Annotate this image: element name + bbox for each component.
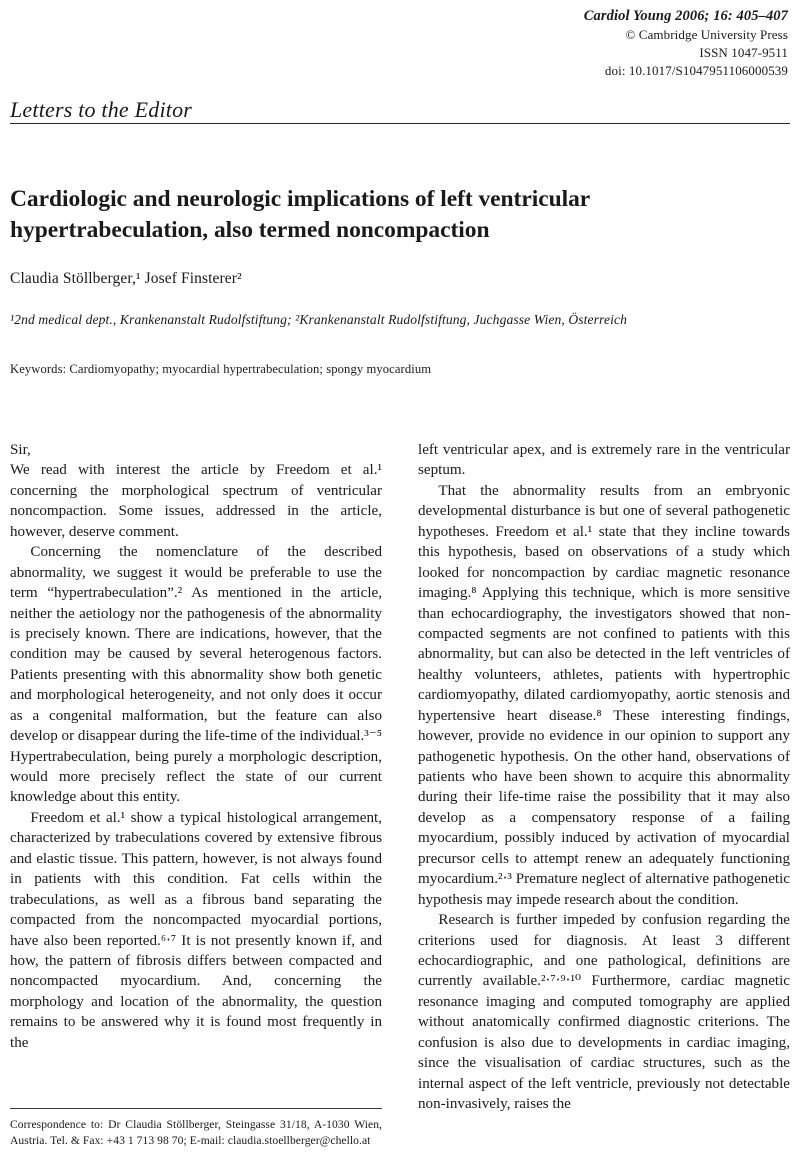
footnote-rule: [10, 1108, 382, 1109]
body-paragraph: Research is further impeded by confusion regarding the criterions used for diagnosis. At least 3 different echocardiographic, and one pathological, definitions are currently available.²‧⁷‧⁹‧¹⁰ Furthermore, cardiac magnetic resonance imaging and computed tomography are applied without anatomically confirmed diagnostic criterions. The confusion is also due to developments in cardiac imaging, since the visualisation of cardiac structures, such as the internal aspect of the left ventricle, previously not detectable non-invasively, raises the: [418, 912, 790, 1112]
section-heading: [10, 98, 790, 124]
correspondence-text: Correspondence to: Dr Claudia Stöllberger, Steingasse 31/18, A-1030 Wien, Austria. Tel. & Fax: +43 1 713 98 70; E-mail: claudia.stoellberger@chello.at: [10, 1118, 382, 1148]
journal-reference: Cardiol Young 2006; 16: 405–407: [583, 8, 788, 24]
author-list: Claudia Stöllberger,¹ Josef Finsterer²: [10, 270, 242, 287]
body-paragraph: That the abnormality results from an embryonic developmental disturbance is but one of several pathogenetic hypotheses. Freedom et al.¹ state that they incline towards this hypothesis, based on observations of a study which looked for noncompaction by cardiac magnetic resonance imaging.⁸ Applying this technique, which is more sensitive than echocardiography, the investigators showed that non-compacted segments are not confined to patients with this abnormality, but can also be detected in the left ventricles of healthy volunteers, athletes, patients with hypertrophic cardiomyopathy, dilated cardiomyopathy, aortic stenosis and hypertensive heart disease.⁸ These interesting findings, however, provide no evidence in our opinion to support any pathogenetic hypothesis. On the other hand, observations of patients who have been shown to acquire this abnormality during their life-time raise the possibility that it may also develop as a compensatory response of a failing myocardium, possibly induced by activation of myocardial precursor cells to attempt renew an adequately functioning myocardium.²‧³ Premature neglect of alternative pathogenetic hypothesis may impede research about the condition.: [418, 482, 790, 908]
journal-masthead: [584, 6, 788, 80]
body-paragraph: Freedom et al.¹ show a typical histological arrangement, characterized by trabeculations covered by extensive fibrous and elastic tissue. This pattern, however, is not always found in patients with this condition. Fat cells within the trabeculations, as well as a fibrous band separating the compacted from the noncompacted myocardial portions, have also been reported.⁶‧⁷ It is not presently known if, and how, the pattern of fibrosis differs between compacted and noncompacted myocardium. And, concerning the morphology and location of the abnormality, the question remains to be answered why it is found most frequently in the: [10, 809, 382, 1051]
correspondence-footnote: [10, 1108, 382, 1150]
affiliations: ¹2nd medical dept., Krankenanstalt Rudolfstiftung; ²Krankenanstalt Rudolfstiftung, Juchgasse Wien, Österreich: [10, 312, 627, 327]
body-paragraph: Concerning the nomenclature of the described abnormality, we suggest it would be preferable to use the term “hypertrabeculation”.² As mentioned in the article, neither the aetiology nor the pathogenesis of the abnormality is precisely known. There are indications, however, that the condition may be caused by several heterogenous factors. Patients presenting with this abnormality show both genetic and morphological heterogeneity, and not only does it occur as a congenital malformation, but the feature can also develop or disappear during the life-time of the individual.³⁻⁵ Hypertrabeculation, being purely a morphologic description, would more precisely reflect the state of our current knowledge about this entity.: [10, 544, 382, 806]
issn-line: ISSN 1047-9511: [699, 44, 788, 60]
body-column-right: [418, 440, 790, 1114]
body-paragraph: Sir,: [10, 442, 31, 458]
section-heading-rule: [10, 123, 790, 124]
keywords-line: Keywords: Cardiomyopathy; myocardial hypertrabeculation; spongy myocardium: [10, 362, 432, 376]
copyright-line: © Cambridge University Press: [625, 27, 788, 42]
body-paragraph: left ventricular apex, and is extremely rare in the ventricular septum.: [418, 442, 790, 479]
article-title: Cardiologic and neurologic implications of left ventricular hypertrabeculation, also termed noncompaction: [10, 185, 590, 243]
body-paragraph: We read with interest the article by Freedom et al.¹ concerning the morphological spectrum of ventricular noncompaction. Some issues, addressed in the article, however, deserve comment.: [10, 462, 382, 540]
doi-line: doi: 10.1017/S1047951106000539: [604, 62, 788, 78]
section-heading-label: Letters to the Editor: [10, 97, 193, 122]
body-column-left: [10, 440, 382, 1053]
